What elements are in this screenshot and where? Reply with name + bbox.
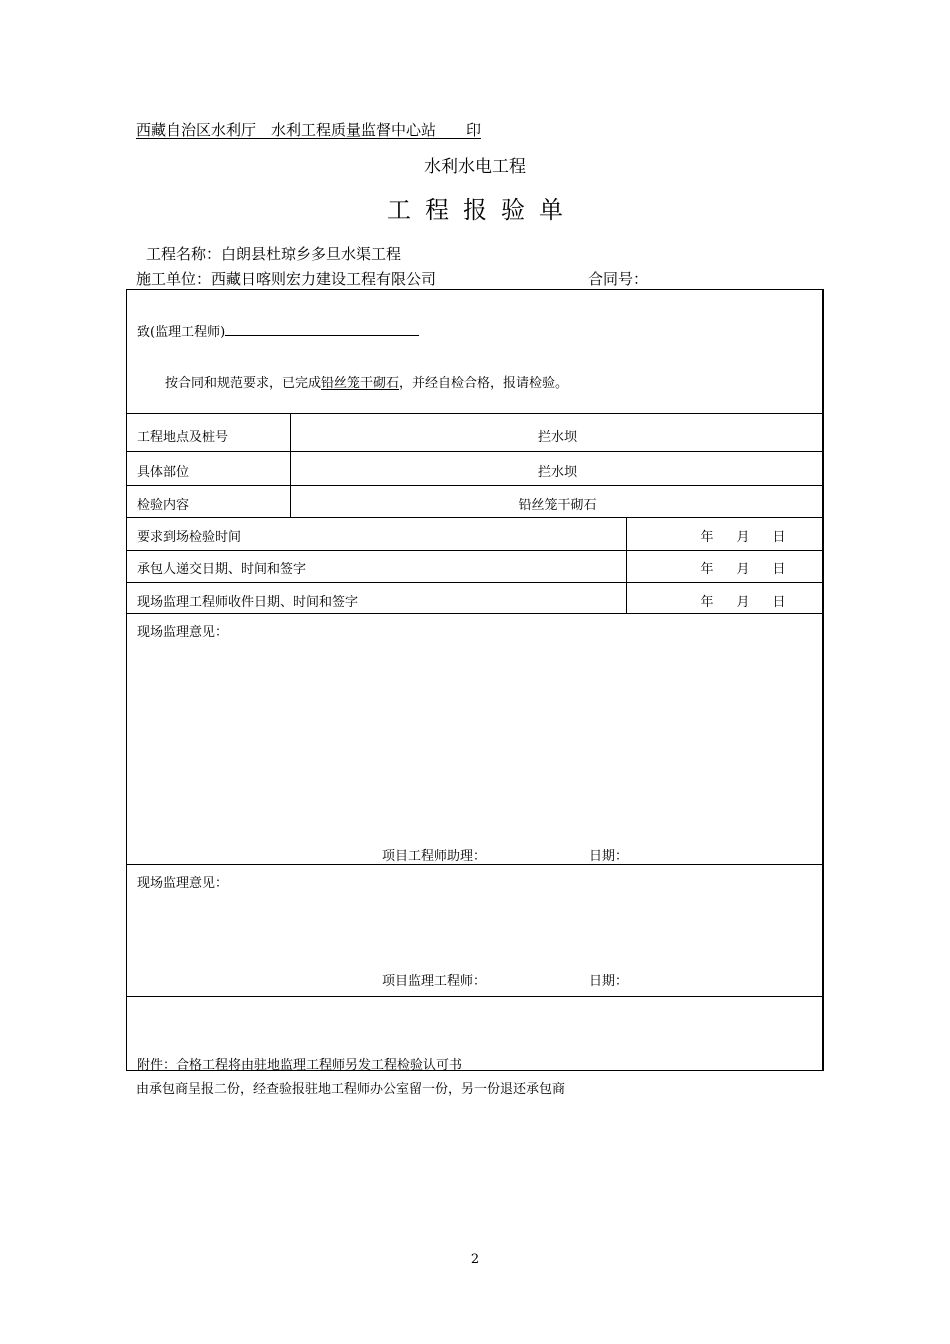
project-name-line [146, 243, 401, 264]
month-label: 月 [736, 562, 750, 577]
contractor-submit-date[interactable] [689, 558, 797, 577]
attachment-note: 附件：合格工程将由驻地监理工程师另发工程检验认可书 [137, 1058, 463, 1073]
divider [127, 413, 822, 414]
location-value: 拦水坝 [537, 430, 577, 445]
opinion-1-label: 现场监理意见： [137, 625, 229, 640]
document-subtitle: 水利水电工程 [424, 157, 526, 177]
month-label: 月 [736, 530, 750, 545]
divider [127, 582, 822, 583]
year-label: 年 [700, 530, 714, 545]
opinion-1-date-label: 日期： [589, 849, 629, 864]
day-label: 日 [772, 562, 786, 577]
contractor-value: 西藏日喀则宏力建设工程有限公司 [211, 270, 437, 288]
inspection-form [126, 289, 824, 1071]
day-label: 日 [772, 530, 786, 545]
document-title: 工程报验单 [387, 196, 577, 224]
supervisor-receipt-date[interactable] [689, 591, 797, 610]
divider [127, 996, 822, 997]
day-label: 日 [772, 595, 786, 610]
addressee-line [137, 321, 419, 340]
request-suffix: ，并经自检合格，报请检验。 [399, 376, 569, 391]
content-value: 铅丝笼干砌石 [518, 498, 597, 513]
divider [127, 550, 822, 551]
divider [127, 485, 822, 486]
opinion-2-label: 现场监理意见： [137, 876, 229, 891]
request-statement [165, 372, 568, 391]
supervisor-receipt-label: 现场监理工程师收件日期、时间和签字 [137, 595, 359, 610]
column-divider [626, 517, 627, 613]
year-label: 年 [700, 595, 714, 610]
addressee-label: 致(监理工程师) [137, 325, 226, 340]
issuer-line: 西藏自治区水利厅 水利工程质量监督中心站 印 [136, 121, 482, 139]
part-value: 拦水坝 [537, 465, 577, 480]
footer-note: 由承包商呈报二份，经查验报驻地工程师办公室留一份，另一份退还承包商 [136, 1082, 566, 1097]
project-name-label: 工程名称： [146, 245, 222, 263]
content-label: 检验内容 [137, 498, 190, 513]
inspection-time-date[interactable] [689, 526, 797, 545]
contractor-submit-label: 承包人递交日期、时间和签字 [137, 562, 307, 577]
request-prefix: 按合同和规范要求，已完成 [165, 376, 322, 391]
part-label: 具体部位 [137, 465, 190, 480]
contractor-line [136, 268, 436, 289]
year-label: 年 [700, 562, 714, 577]
request-item: 铅丝笼干砌石 [321, 376, 400, 391]
location-label: 工程地点及桩号 [137, 430, 229, 445]
inspection-time-label: 要求到场检验时间 [137, 530, 242, 545]
divider [127, 613, 822, 614]
month-label: 月 [736, 595, 750, 610]
supervising-engineer-label: 项目监理工程师： [382, 974, 487, 989]
opinion-2-date-label: 日期： [589, 974, 629, 989]
project-name-value: 白朗县杜琼乡多旦水渠工程 [221, 245, 402, 263]
divider [127, 864, 822, 865]
divider [127, 517, 822, 518]
assistant-engineer-label: 项目工程师助理： [382, 849, 487, 864]
page-number: 2 [470, 1252, 480, 1267]
contractor-label: 施工单位： [136, 270, 212, 288]
contract-number-label: 合同号： [588, 270, 649, 288]
addressee-blank[interactable] [225, 323, 419, 336]
divider [127, 451, 822, 452]
